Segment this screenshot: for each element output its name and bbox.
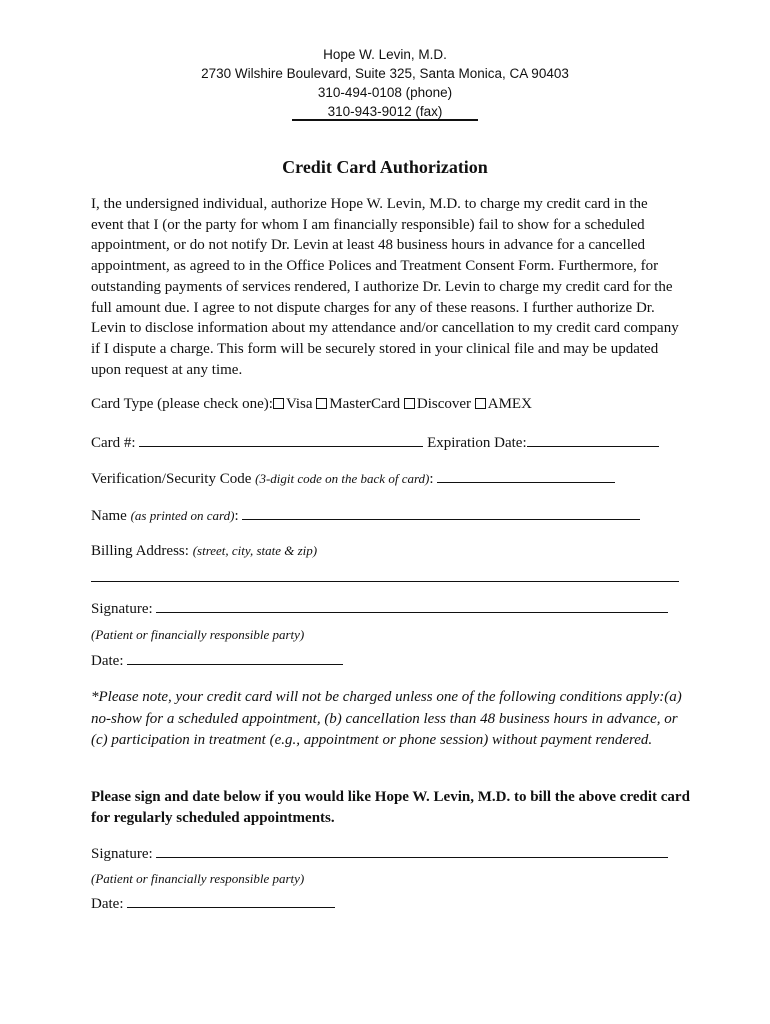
expiration-date-label: Expiration Date:: [427, 435, 527, 451]
signature-field-2[interactable]: [156, 844, 668, 858]
date-row-1: [91, 651, 343, 670]
recurring-billing-note: Please sign and date below if you would like Hope W. Levin, M.D. to bill the above credit card for regularly scheduled appointments.: [91, 789, 690, 826]
billing-address-row: [91, 543, 317, 560]
date-label-2: Date:: [91, 896, 124, 912]
signature-label-1: Signature:: [91, 601, 153, 617]
verification-field[interactable]: [437, 469, 615, 483]
date-label-1: Date:: [91, 653, 124, 669]
mastercard-checkbox[interactable]: [316, 398, 327, 409]
expiration-date-field[interactable]: [527, 433, 659, 447]
signature-caption-1: (Patient or financially responsible party): [91, 627, 305, 642]
date-field-2[interactable]: [127, 894, 335, 908]
fax-number: 310-943-9012 (fax): [327, 104, 443, 119]
date-row-2: [91, 894, 335, 913]
name-row: [91, 506, 640, 525]
name-field[interactable]: [242, 506, 640, 520]
billing-address-label: Billing Address:: [91, 543, 189, 559]
amex-checkbox[interactable]: [475, 398, 486, 409]
discover-checkbox[interactable]: [404, 398, 415, 409]
signature-row-2: [91, 844, 668, 863]
doctor-name: Hope W. Levin, M.D.: [323, 47, 447, 62]
billing-address-field[interactable]: [91, 581, 679, 582]
office-address: 2730 Wilshire Boulevard, Suite 325, Santa Monica, CA 90403: [201, 66, 569, 81]
authorization-paragraph: I, the undersigned individual, authorize Hope W. Levin, M.D. to charge my credit card in the event that I (or the party for whom I am financially responsible) fail to show for a scheduled appointment, or do not notify Dr. Levin at least 48 business hours in advance for a cancelled appointment, as agreed to in the Office Polices and Treatment Consent Form. Furthermore, for outstanding payments of services rendered, I authorize Dr. Levin to charge my credit card for the full amount due. I agree to not dispute charges for any of these reasons. I further authorize Dr. Levin to disclose information about my attendance and/or cancellation to my credit card company if I dispute a charge. This form will be securely stored in your clinical file and may be updated upon request at any time.: [91, 196, 679, 378]
signature-caption-2: (Patient or financially responsible party): [91, 871, 305, 886]
card-number-label: Card #:: [91, 435, 136, 451]
discover-label: Discover: [416, 396, 472, 412]
phone-number: 310-494-0108 (phone): [317, 85, 453, 100]
signature-field-1[interactable]: [156, 599, 668, 613]
signature-row-1: [91, 599, 668, 618]
letterhead: [0, 45, 770, 121]
verification-label: Verification/Security Code: [91, 471, 252, 487]
conditions-note: *Please note, your credit card will not be charged unless one of the following conditions apply:(a) no-show for a scheduled appointment, (b) cancellation less than 48 business hours in advance, or (c) participation in treatment (e.g., appointment or phone session) without payment rendered.: [91, 689, 682, 748]
name-label: Name: [91, 508, 127, 524]
mastercard-label: MasterCard: [329, 396, 401, 412]
verification-colon: :: [429, 471, 434, 487]
visa-checkbox[interactable]: [273, 398, 284, 409]
card-type-row: [91, 396, 532, 413]
verification-row: [91, 469, 615, 488]
billing-address-hint: (street, city, state & zip): [192, 543, 318, 558]
name-hint: (as printed on card): [130, 508, 235, 523]
name-colon: :: [234, 508, 239, 524]
card-number-row: [91, 433, 659, 452]
card-number-field[interactable]: [139, 433, 423, 447]
verification-hint: (3-digit code on the back of card): [255, 471, 430, 486]
date-field-1[interactable]: [127, 651, 343, 665]
card-type-label: Card Type (please check one):: [91, 396, 273, 412]
header-divider: [292, 119, 478, 121]
amex-label: AMEX: [487, 396, 532, 412]
form-title: Credit Card Authorization: [282, 157, 488, 177]
signature-label-2: Signature:: [91, 846, 153, 862]
visa-label: Visa: [285, 396, 313, 412]
